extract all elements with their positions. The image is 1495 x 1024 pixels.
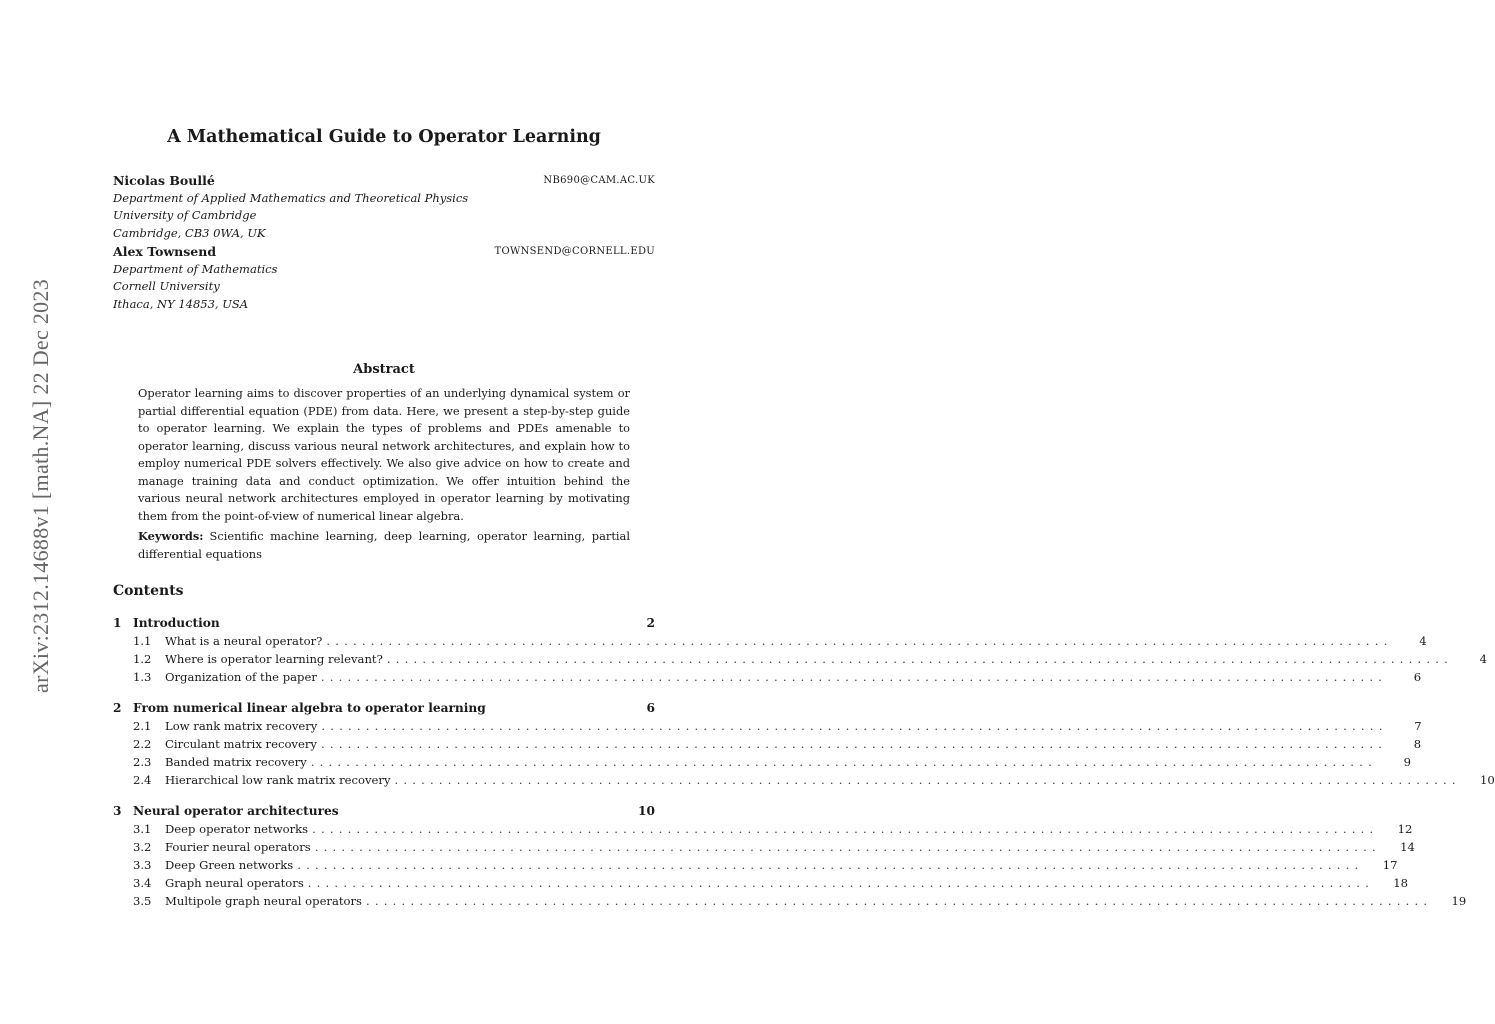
toc-leader-dots: ........................................................................................................................ [326,634,1393,648]
toc-leader-dots: ........................................................................................................................ [321,719,1388,733]
toc-section-title: Neural operator architectures [133,804,339,818]
toc-subsection[interactable] [113,838,1415,856]
toc-leader-dots: ........................................................................................................................ [312,822,1379,836]
toc-subsection-page: 6 [1413,670,1422,684]
toc-section-page: 6 [646,701,655,715]
toc-leader-dots: ........................................................................................................................ [310,755,1377,769]
toc-leader-dots: ........................................................................................................................ [386,652,1454,666]
toc-leader-dots: ........................................................................................................................ [297,858,1364,872]
toc-subsection-number: 3.3 [133,858,152,872]
toc-subsection-title: Graph neural operators [165,874,308,892]
toc-subsection-page: 12 [1397,822,1413,836]
contents-heading: Contents [113,583,184,599]
toc-leader-dots: ........................................................................................................................ [320,737,1388,751]
affiliation-line: Cornell University [113,279,220,293]
author-email[interactable]: NB690@CAM.AC.UK [543,175,655,186]
toc-section-number: 2 [113,701,122,715]
toc-section[interactable] [113,614,655,632]
toc-subsection-page: 7 [1414,719,1422,733]
toc-subsection[interactable] [113,753,1411,771]
author-block-1 [113,172,655,242]
affiliation-line: Ithaca, NY 14853, USA [113,296,249,311]
keywords-text: Scientific machine learning, deep learning, operator learning, partial differential equations [138,529,630,561]
toc-section-number: 3 [113,804,122,818]
toc-subsection-title: What is a neural operator? [165,632,326,650]
affiliation-line: Cambridge, CB3 0WA, UK [113,225,266,240]
toc-subsection-title: Organization of the paper [165,668,321,686]
toc-subsection-page: 9 [1403,755,1411,769]
toc-leader-dots: ........................................................................................................................ [366,894,1433,908]
toc-subsection[interactable] [113,650,1488,668]
abstract-text: Operator learning aims to discover properties of an underlying dynamical system or partial differential equation (PDE) from data. Here, we present a step-by-step guide to operator learning. We explain the types of problems and PDEs amenable to operator learning, discuss various neural network architectures, and explain how to employ numerical PDE solvers effectively. We also give advice on how to create and manage training data and conduct optimization. We offer intuition behind the various neural network architectures employed in operator learning by motivating them from the point-of-view of numerical linear algebra. [138,386,630,523]
toc-leader-dots: ........................................................................................................................ [307,876,1375,890]
toc-subsection-title: Deep Green networks [165,856,297,874]
affiliation-line: Department of Applied Mathematics and Theoretical Physics [113,190,469,205]
toc-leader-dots: ........................................................................................................................ [314,840,1381,854]
toc-subsection-number: 1.2 [133,652,152,666]
toc-section-page: 2 [646,616,655,630]
toc-subsection-number: 2.2 [133,737,152,751]
toc-subsection-number: 2.4 [133,773,152,787]
keywords-label: Keywords: [138,529,204,543]
toc-subsection[interactable] [113,820,1413,838]
toc-subsection-page: 10 [1479,773,1495,787]
toc-subsection-title: Hierarchical low rank matrix recovery [165,771,395,789]
author-email[interactable]: TOWNSEND@CORNELL.EDU [494,246,655,257]
toc-leader-dots: ........................................................................................................................ [394,773,1461,787]
toc-section-page: 10 [638,804,655,818]
toc-subsection-title: Multipole graph neural operators [165,892,366,910]
toc-subsection[interactable] [113,717,1422,735]
toc-subsection-number: 3.1 [133,822,152,836]
toc-section-title: Introduction [133,616,220,630]
toc-subsection-page: 4 [1479,652,1488,666]
toc-subsection-title: Circulant matrix recovery [165,735,321,753]
table-of-contents [113,614,1495,910]
toc-subsection[interactable] [113,771,1495,789]
toc-subsection[interactable] [113,856,1398,874]
toc-subsection-title: Deep operator networks [165,820,312,838]
toc-subsection-title: Low rank matrix recovery [165,717,321,735]
toc-subsection-page: 8 [1413,737,1422,751]
toc-leader-dots: ........................................................................................................................ [320,670,1388,684]
toc-section[interactable] [113,699,655,717]
toc-subsection-page: 19 [1451,894,1467,908]
toc-section-title: From numerical linear algebra to operator learning [133,701,486,715]
toc-subsection[interactable] [113,668,1422,686]
toc-subsection-number: 2.1 [133,719,152,733]
paper-title: A Mathematical Guide to Operator Learning [167,127,601,147]
toc-subsection-page: 4 [1419,634,1427,648]
toc-subsection-number: 1.1 [133,634,152,648]
abstract-heading: Abstract [353,362,415,377]
toc-subsection-page: 17 [1382,858,1398,872]
toc-subsection-page: 18 [1393,876,1409,890]
toc-subsection-title: Fourier neural operators [165,838,315,856]
toc-subsection-title: Where is operator learning relevant? [165,650,387,668]
toc-subsection-number: 3.2 [133,840,152,854]
toc-subsection[interactable] [113,735,1422,753]
toc-subsection-page: 14 [1400,840,1415,854]
affiliation-line: University of Cambridge [113,208,257,222]
toc-subsection[interactable] [113,874,1409,892]
author-block-2 [113,243,655,313]
affiliation-line: Department of Mathematics [113,261,278,276]
author-name: Nicolas Boullé [113,173,215,188]
author-name: Alex Townsend [113,244,217,259]
toc-section[interactable] [113,802,655,820]
toc-subsection[interactable] [113,632,1427,650]
toc-subsection-title: Banded matrix recovery [165,753,311,771]
keywords [138,528,630,563]
toc-section-number: 1 [113,616,122,630]
toc-subsection[interactable] [113,892,1467,910]
arxiv-identifier: arXiv:2312.14688v1 [math.NA] 22 Dec 2023 [28,278,53,693]
toc-subsection-number: 3.5 [133,894,152,908]
toc-subsection-number: 2.3 [133,755,152,769]
toc-subsection-number: 3.4 [133,876,152,890]
toc-subsection-number: 1.3 [133,670,152,684]
